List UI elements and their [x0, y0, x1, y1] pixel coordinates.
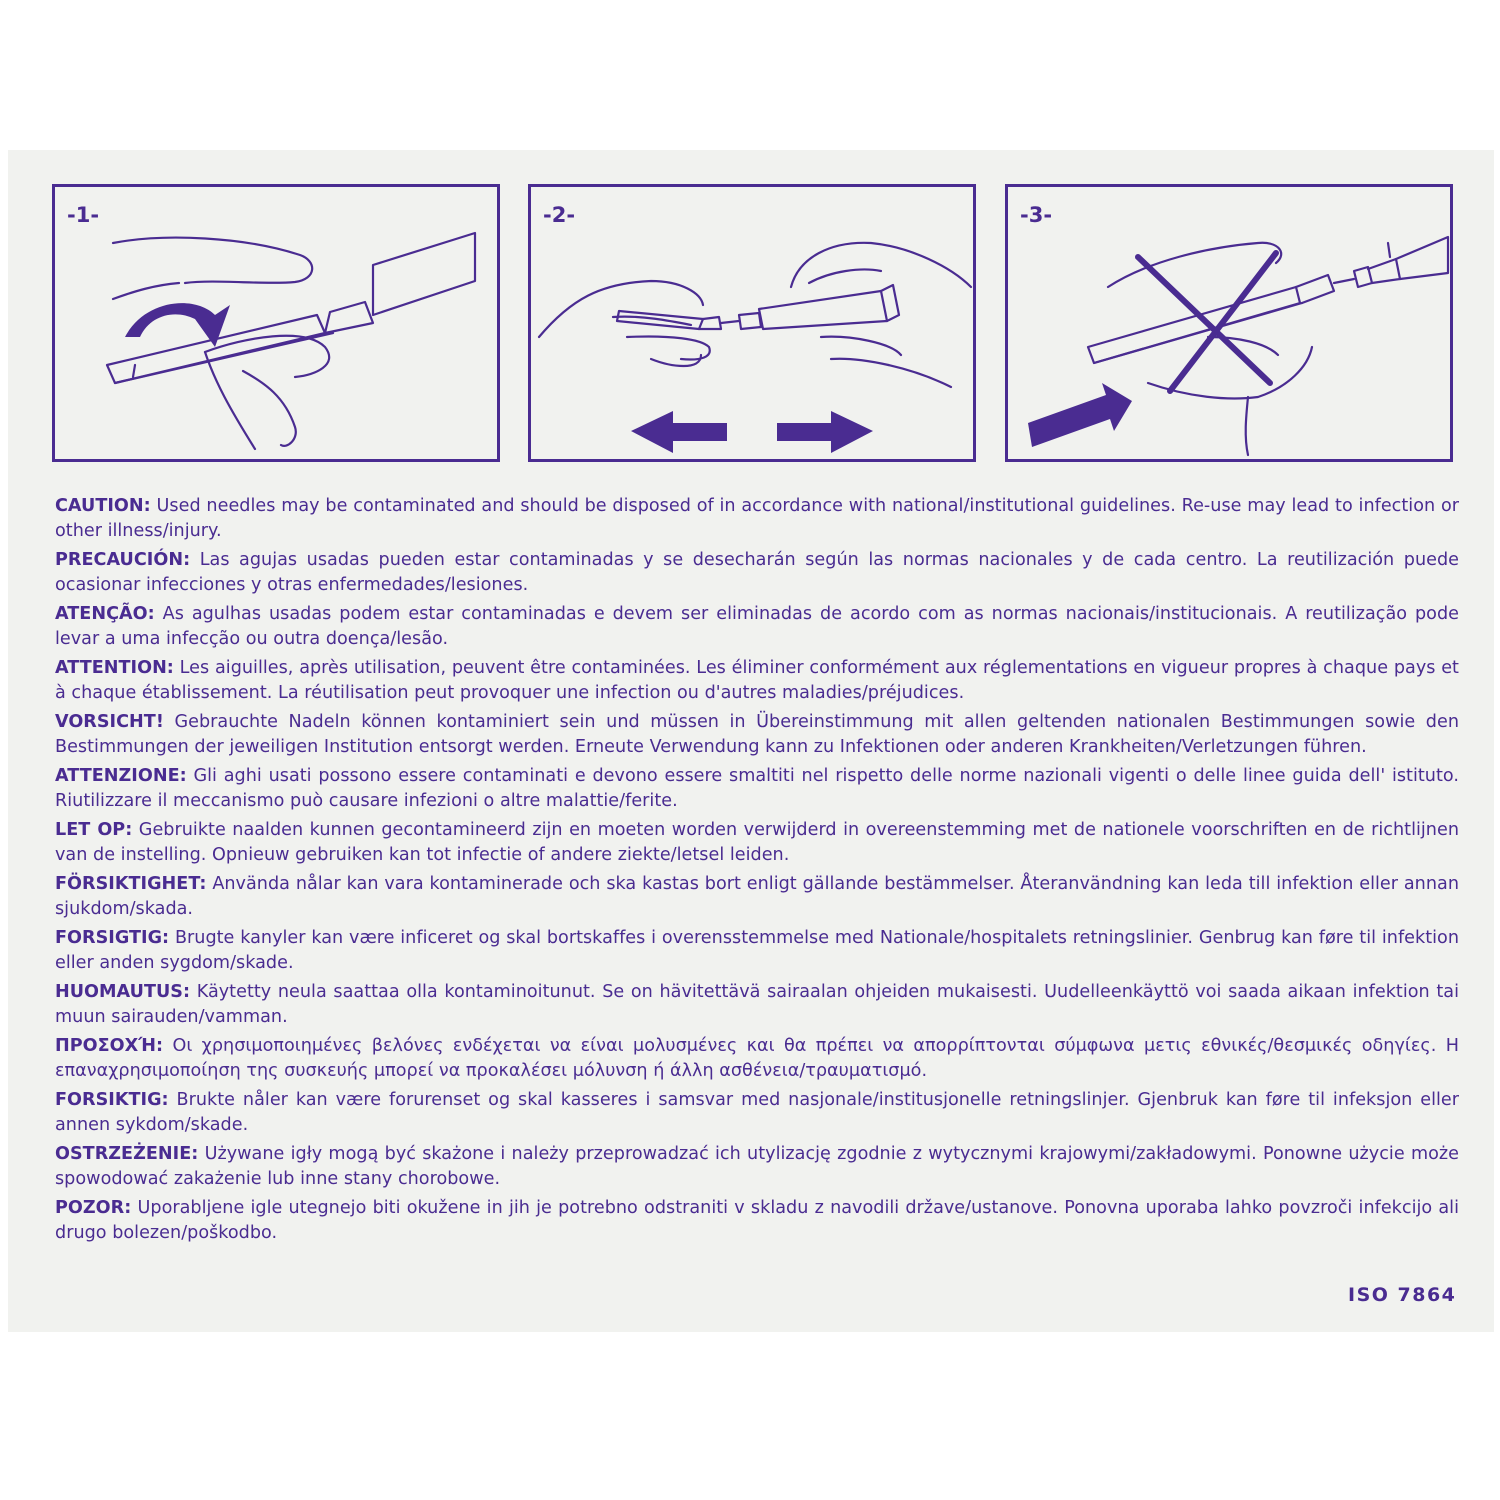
warning-no: [55, 1088, 1459, 1138]
warning-sv: [55, 872, 1459, 922]
warning-text: Använda nålar kan vara kontaminerade och ska kastas bort enligt gällande bestämmelser. Återanvändning kan leda till infektion eller annan sjukdom/skada.: [55, 874, 1459, 919]
warning-title: FORSIKTIG:: [55, 1090, 169, 1110]
step-2-panel: [528, 184, 976, 462]
iso-standard-label: ISO 7864: [1348, 1284, 1457, 1306]
warning-pt: [55, 602, 1459, 652]
warning-text: Używane igły mogą być skażone i należy przeprowadzać ich utylizację zgodnie z wytycznymi krajowymi/zakładowymi. Ponowne użycie może spowodować zakażenie lub inne stany chorobowe.: [55, 1144, 1459, 1189]
warning-title: ATENÇÃO:: [55, 604, 155, 624]
warning-it: [55, 764, 1459, 814]
warning-text: Las agujas usadas pueden estar contaminadas y se desecharán según las normas nacionales y de cada centro. La reutilización puede ocasionar infecciones y otras enfermedades/lesiones.: [55, 550, 1459, 595]
warning-text: As agulhas usadas podem estar contaminadas e devem ser eliminadas de acordo com as normas nacionais/institucionais. A reutilização pode levar a uma infecção ou outra doença/lesão.: [55, 604, 1459, 649]
warning-title: FORSIGTIG:: [55, 928, 170, 948]
warning-fi: [55, 980, 1459, 1030]
warning-title: LET OP:: [55, 820, 133, 840]
warning-de: [55, 710, 1459, 760]
warning-title: VORSICHT!: [55, 712, 164, 732]
warning-da: [55, 926, 1459, 976]
warning-title: ATTENZIONE:: [55, 766, 187, 786]
step-2-illustration: [531, 187, 973, 459]
warning-text: Brukte nåler kan være forurenset og skal kasseres i samsvar med nasjonale/institusjonelle retningslinjer. Gjenbruk kan føre til infeksjon eller annen sykdom/skade.: [55, 1090, 1459, 1135]
warning-fr: [55, 656, 1459, 706]
warning-title: ATTENTION:: [55, 658, 174, 678]
warning-text: Gebruikte naalden kunnen gecontamineerd zijn en moeten worden verwijderd in overeenstemming met de nationele voorschriften en de richtlijnen van de instelling. Opnieuw gebruiken kan tot infectie of andere ziekte/letsel leiden.: [55, 820, 1459, 865]
warning-el: [55, 1034, 1459, 1084]
warning-text: Gli aghi usati possono essere contaminati e devono essere smaltiti nel rispetto delle norme nazionali vigenti o delle linee guida dell' istituto. Riutilizzare il meccanismo può causare infezioni o altre malattie/ferite.: [55, 766, 1459, 811]
step-3-panel: [1005, 184, 1453, 462]
warning-title: FÖRSIKTIGHET:: [55, 874, 207, 894]
warning-sl: [55, 1196, 1459, 1246]
step-1-illustration: [55, 187, 497, 459]
warning-title: CAUTION:: [55, 496, 151, 516]
warning-title: OSTRZEŻENIE:: [55, 1144, 199, 1164]
step-2-label: -2-: [543, 203, 576, 227]
warning-text: Gebrauchte Nadeln können kontaminiert sein und müssen in Übereinstimmung mit allen geltenden nationalen Bestimmungen sowie den Bestimmungen der jeweiligen Institution entsorgt werden. Erneute Verwendung kann zu Infektionen oder anderen Krankheiten/Verletzungen führen.: [55, 712, 1459, 757]
warning-text: Käytetty neula saattaa olla kontaminoitunut. Se on hävitettävä sairaalan ohjeiden mukaisesti. Uudelleenkäyttö voi saada aikaan infektion tai muun sairauden/vamman.: [55, 982, 1459, 1027]
step-3-illustration: [1008, 187, 1450, 459]
warning-pl: [55, 1142, 1459, 1192]
warning-es: [55, 548, 1459, 598]
warning-text: Les aiguilles, après utilisation, peuvent être contaminées. Les éliminer conformément aux réglementations en vigueur propres à chaque pays et à chaque établissement. La réutilisation peut provoquer une infection ou d'autres maladies/préjudices.: [55, 658, 1459, 703]
warning-text: Used needles may be contaminated and should be disposed of in accordance with national/institutional guidelines. Re-use may lead to infection or other illness/injury.: [55, 496, 1459, 541]
step-1-label: -1-: [67, 203, 100, 227]
warning-title: PRECAUCIÓN:: [55, 550, 191, 570]
warning-text: Uporabljene igle utegnejo biti okužene in jih je potrebno odstraniti v skladu z navodili države/ustanove. Ponovna uporaba lahko povzroči infekcijo ali drugo bolezen/poškodbo.: [55, 1198, 1459, 1243]
warning-title: ΠΡΟΣΟΧΉ:: [55, 1036, 164, 1056]
warning-title: POZOR:: [55, 1198, 132, 1218]
warning-text: Brugte kanyler kan være inficeret og skal bortskaffes i overensstemmelse med Nationale/hospitalets retningslinier. Genbrug kan føre til infektion eller anden sygdom/skade.: [55, 928, 1459, 973]
step-3-label: -3-: [1020, 203, 1053, 227]
warning-text: Οι χρησιμοποιημένες βελόνες ενδέχεται να είναι μολυσμένες και θα πρέπει να απορρίπτονται σύμφωνα μετις εθνικές/θεσμικές οδηγίες. Η επαναχρησιμοποίηση της συσκευής μπορεί να προκαλέσει μόλυνση ή άλλη ασθένεια/τραυματισμό.: [55, 1036, 1459, 1081]
warning-list: [55, 494, 1459, 1250]
step-1-panel: [52, 184, 500, 462]
warning-nl: [55, 818, 1459, 868]
instruction-card: [8, 150, 1494, 1332]
warning-title: HUOMAUTUS:: [55, 982, 191, 1002]
warning-en: [55, 494, 1459, 544]
